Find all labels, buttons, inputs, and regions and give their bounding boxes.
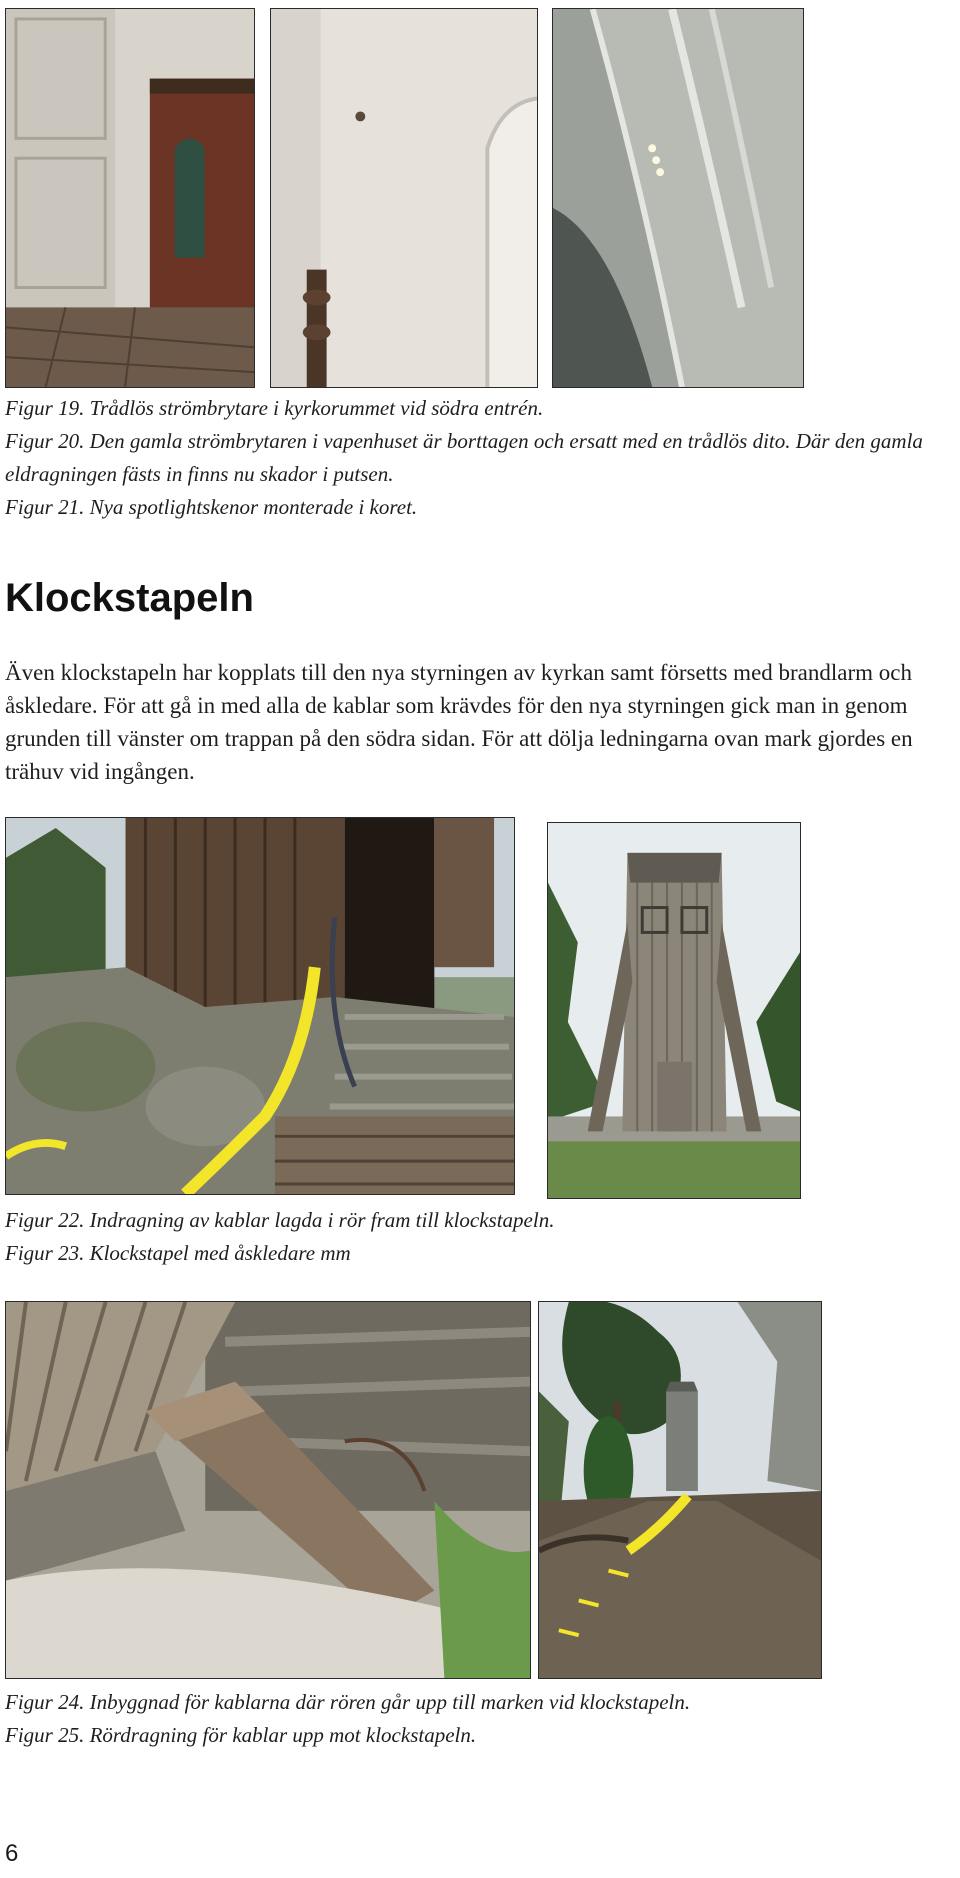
page-number: 6 — [5, 1840, 19, 1867]
caption-figur-20: Figur 20. Den gamla strömbrytaren i vapenhuset är borttagen och ersatt med en trådlös dito. Där den gamla eldragningen fästs in finns nu skador i putsen. — [5, 429, 923, 486]
photo-figur-25 — [538, 1301, 822, 1679]
caption-figur-24: Figur 24. Inbyggnad för kablarna där rören går upp till marken vid klockstapeln. — [5, 1690, 691, 1714]
caption-figur-22: Figur 22. Indragning av kablar lagda i rör fram till klockstapeln. — [5, 1208, 555, 1232]
photo-figur-22 — [5, 817, 515, 1195]
caption-group-top — [5, 392, 955, 524]
photo-figur-23 — [547, 822, 801, 1199]
caption-group-bottom — [5, 1686, 955, 1752]
photo-figur-20 — [270, 8, 538, 388]
caption-figur-25: Figur 25. Rördragning för kablar upp mot klockstapeln. — [5, 1723, 477, 1747]
photo-figur-19 — [5, 8, 255, 388]
caption-figur-19: Figur 19. Trådlös strömbrytare i kyrkorummet vid södra entrén. — [5, 396, 544, 420]
photo-figur-24 — [5, 1301, 531, 1679]
section-paragraph: Även klockstapeln har kopplats till den nya styrningen av kyrkan samt försetts med brandlarm och åskledare. För att gå in med alla de kablar som krävdes för den nya styrningen gick man in genom grunden till vänster om trappan på den södra sidan. För att dölja ledningarna ovan mark gjordes en trähuv vid ingången. — [5, 660, 913, 784]
section-heading: Klockstapeln — [5, 576, 254, 620]
caption-figur-21: Figur 21. Nya spotlightskenor monterade i koret. — [5, 495, 418, 519]
caption-figur-23: Figur 23. Klockstapel med åskledare mm — [5, 1241, 351, 1265]
photo-figur-21 — [552, 8, 804, 388]
caption-group-middle — [5, 1204, 955, 1270]
